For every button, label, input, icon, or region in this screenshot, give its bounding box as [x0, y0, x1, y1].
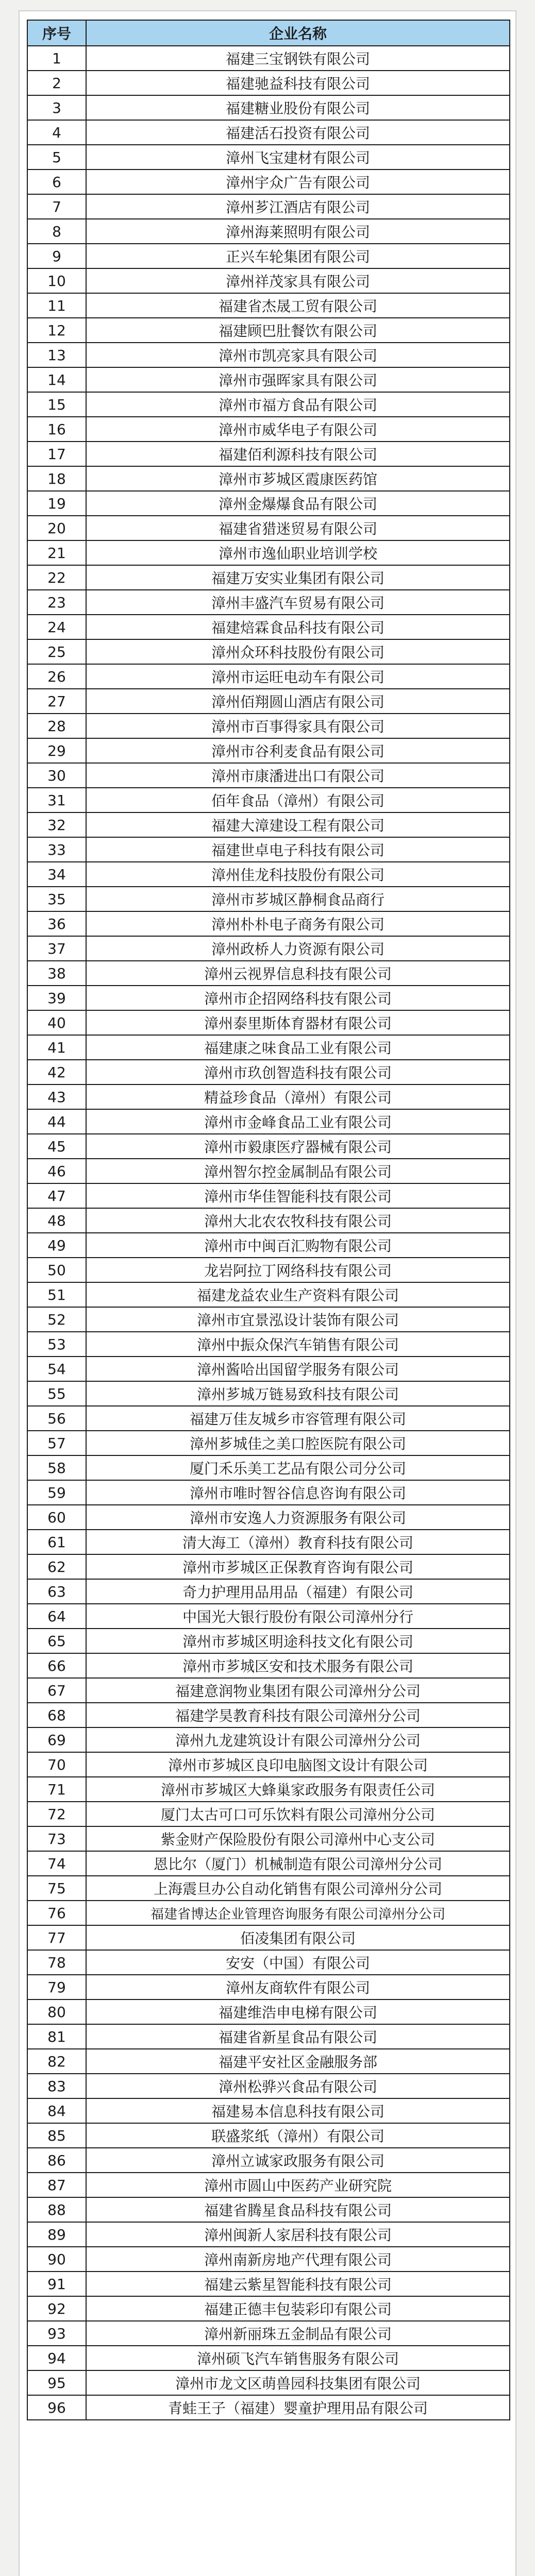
company-name: 漳州市芗城区明途科技文化有限公司: [86, 1629, 510, 1653]
row-index: 20: [27, 516, 86, 540]
company-name: 漳州市龙文区萌兽园科技集团有限公司: [86, 2370, 510, 2395]
company-name: 正兴车轮集团有限公司: [86, 244, 510, 268]
row-index: 63: [27, 1579, 86, 1604]
table-row: [27, 1307, 510, 1332]
company-name: 漳州市宜景泓设计装饰有限公司: [86, 1307, 510, 1332]
company-name: 中国光大银行股份有限公司漳州分行: [86, 1604, 510, 1629]
row-index: 95: [27, 2370, 86, 2395]
company-name: 漳州云视界信息科技有限公司: [86, 961, 510, 986]
row-index: 69: [27, 1727, 86, 1752]
row-index: 2: [27, 71, 86, 95]
row-index: 57: [27, 1431, 86, 1455]
company-name: 福建万佳友城乡市容管理有限公司: [86, 1406, 510, 1431]
row-index: 82: [27, 2049, 86, 2074]
row-index: 60: [27, 1505, 86, 1530]
row-index: 70: [27, 1752, 86, 1777]
table-row: [27, 318, 510, 343]
company-name: 漳州市企招网络科技有限公司: [86, 986, 510, 1010]
row-index: 6: [27, 170, 86, 194]
row-index: 9: [27, 244, 86, 268]
table-row: [27, 1357, 510, 1381]
row-index: 47: [27, 1183, 86, 1208]
table-row: [27, 1258, 510, 1282]
header-index: 序号: [27, 20, 86, 46]
table-row: [27, 1604, 510, 1629]
company-name: 福建省新星食品有限公司: [86, 2024, 510, 2049]
table-row: [27, 862, 510, 887]
table-row: [27, 1876, 510, 1901]
company-name: 漳州市谷利麦食品有限公司: [86, 738, 510, 763]
table-row: [27, 986, 510, 1010]
row-index: 15: [27, 392, 86, 417]
row-index: 25: [27, 639, 86, 664]
row-index: 94: [27, 2346, 86, 2370]
company-name: 厦门太古可口可乐饮料有限公司漳州分公司: [86, 1802, 510, 1826]
row-index: 92: [27, 2296, 86, 2321]
row-index: 83: [27, 2074, 86, 2098]
company-name: 漳州芗城佳之美口腔医院有限公司: [86, 1431, 510, 1455]
table-row: [27, 2148, 510, 2173]
row-index: 5: [27, 145, 86, 170]
row-index: 44: [27, 1109, 86, 1134]
company-name: 恩比尔（厦门）机械制造有限公司漳州分公司: [86, 1851, 510, 1876]
company-name: 漳州市圆山中医药产业研究院: [86, 2173, 510, 2197]
company-name: 漳州市威华电子有限公司: [86, 417, 510, 442]
row-index: 28: [27, 714, 86, 738]
company-name: 福建平安社区金融服务部: [86, 2049, 510, 2074]
row-index: 27: [27, 689, 86, 714]
row-index: 49: [27, 1233, 86, 1258]
row-index: 52: [27, 1307, 86, 1332]
company-name: 联盛浆纸（漳州）有限公司: [86, 2123, 510, 2148]
table-row: [27, 145, 510, 170]
company-name: 漳州友商软件有限公司: [86, 1975, 510, 1999]
company-name: 紫金财产保险股份有限公司漳州中心支公司: [86, 1826, 510, 1851]
company-name: 漳州市运旺电动车有限公司: [86, 664, 510, 689]
table-header-row: [27, 20, 510, 46]
table-row: [27, 2321, 510, 2346]
row-index: 26: [27, 664, 86, 689]
row-index: 85: [27, 2123, 86, 2148]
table-row: [27, 2395, 510, 2420]
company-name: 漳州市芗城区霞康医药馆: [86, 466, 510, 491]
table-row: [27, 2173, 510, 2197]
table-row: [27, 1950, 510, 1975]
table-row: [27, 664, 510, 689]
row-index: 71: [27, 1777, 86, 1802]
table-row: [27, 540, 510, 565]
table-row: [27, 491, 510, 516]
table-row: [27, 244, 510, 268]
row-index: 16: [27, 417, 86, 442]
company-name: 漳州中振众保汽车销售有限公司: [86, 1332, 510, 1357]
table-row: [27, 1999, 510, 2024]
company-name: 福建世卓电子科技有限公司: [86, 837, 510, 862]
company-name: 福建省博达企业管理咨询服务有限公司漳州分公司: [86, 1901, 510, 1925]
company-name: 漳州市唯时智谷信息咨询有限公司: [86, 1480, 510, 1505]
table-row: [27, 1208, 510, 1233]
company-name: 漳州佳龙科技股份有限公司: [86, 862, 510, 887]
table-row: [27, 516, 510, 540]
company-name: 漳州市芗城区良印电脑图文设计有限公司: [86, 1752, 510, 1777]
company-name: 漳州芗江酒店有限公司: [86, 194, 510, 219]
company-name: 福建顾巴肚餐饮有限公司: [86, 318, 510, 343]
row-index: 38: [27, 961, 86, 986]
company-name: 上海震旦办公自动化销售有限公司漳州分公司: [86, 1876, 510, 1901]
row-index: 32: [27, 812, 86, 837]
company-name: 漳州南新房地产代理有限公司: [86, 2247, 510, 2272]
row-index: 66: [27, 1653, 86, 1678]
row-index: 74: [27, 1851, 86, 1876]
row-index: 18: [27, 466, 86, 491]
table-row: [27, 1406, 510, 1431]
table-row: [27, 887, 510, 911]
company-name: 漳州新丽珠五金制品有限公司: [86, 2321, 510, 2346]
table-row: [27, 2346, 510, 2370]
row-index: 54: [27, 1357, 86, 1381]
table-row: [27, 763, 510, 788]
company-name: 龙岩阿拉丁网络科技有限公司: [86, 1258, 510, 1282]
company-name: 福建万安实业集团有限公司: [86, 565, 510, 590]
table-row: [27, 343, 510, 367]
row-index: 42: [27, 1060, 86, 1084]
company-name: 漳州九龙建筑设计有限公司漳州分公司: [86, 1727, 510, 1752]
table-row: [27, 1777, 510, 1802]
company-name: 福建三宝钢铁有限公司: [86, 46, 510, 71]
company-name: 奇力护理用品用品（福建）有限公司: [86, 1579, 510, 1604]
table-row: [27, 194, 510, 219]
company-name: 漳州市康潘进出口有限公司: [86, 763, 510, 788]
table-row: [27, 268, 510, 293]
company-name: 漳州市芗城区正保教育咨询有限公司: [86, 1554, 510, 1579]
row-index: 12: [27, 318, 86, 343]
row-index: 29: [27, 738, 86, 763]
row-index: 58: [27, 1455, 86, 1480]
company-name: 漳州金爆爆食品有限公司: [86, 491, 510, 516]
row-index: 14: [27, 367, 86, 392]
row-index: 68: [27, 1703, 86, 1727]
company-name: 漳州立诚家政服务有限公司: [86, 2148, 510, 2173]
row-index: 3: [27, 95, 86, 120]
row-index: 24: [27, 615, 86, 639]
table-row: [27, 442, 510, 466]
company-name: 漳州市百事得家具有限公司: [86, 714, 510, 738]
row-index: 39: [27, 986, 86, 1010]
company-name: 漳州祥茂家具有限公司: [86, 268, 510, 293]
row-index: 62: [27, 1554, 86, 1579]
row-index: 17: [27, 442, 86, 466]
table-row: [27, 1480, 510, 1505]
company-name: 漳州市芗城区大蜂巢家政服务有限责任公司: [86, 1777, 510, 1802]
table-row: [27, 1752, 510, 1777]
company-name: 精益珍食品（漳州）有限公司: [86, 1084, 510, 1109]
row-index: 30: [27, 763, 86, 788]
row-index: 13: [27, 343, 86, 367]
row-index: 37: [27, 936, 86, 961]
table-row: [27, 2247, 510, 2272]
row-index: 56: [27, 1406, 86, 1431]
company-name: 漳州市华佳智能科技有限公司: [86, 1183, 510, 1208]
row-index: 79: [27, 1975, 86, 1999]
row-index: 40: [27, 1010, 86, 1035]
table-row: [27, 95, 510, 120]
table-row: [27, 1901, 510, 1925]
table-row: [27, 2024, 510, 2049]
company-name: 漳州市毅康医疗器械有限公司: [86, 1134, 510, 1159]
company-name: 漳州宇众广告有限公司: [86, 170, 510, 194]
company-name: 福建龙益农业生产资料有限公司: [86, 1282, 510, 1307]
row-index: 23: [27, 590, 86, 615]
row-index: 53: [27, 1332, 86, 1357]
company-name: 漳州佰翔圆山酒店有限公司: [86, 689, 510, 714]
table-row: [27, 1381, 510, 1406]
row-index: 72: [27, 1802, 86, 1826]
table-row: [27, 1530, 510, 1554]
row-index: 76: [27, 1901, 86, 1925]
row-index: 45: [27, 1134, 86, 1159]
company-name: 漳州市安逸人力资源服务有限公司: [86, 1505, 510, 1530]
company-name: 漳州硕飞汽车销售服务有限公司: [86, 2346, 510, 2370]
table-row: [27, 1233, 510, 1258]
row-index: 36: [27, 911, 86, 936]
table-row: [27, 2049, 510, 2074]
table-row: [27, 2074, 510, 2098]
table-row: [27, 2370, 510, 2395]
table-row: [27, 936, 510, 961]
row-index: 78: [27, 1950, 86, 1975]
row-index: 64: [27, 1604, 86, 1629]
company-name: 佰凌集团有限公司: [86, 1925, 510, 1950]
table-row: [27, 590, 510, 615]
row-index: 93: [27, 2321, 86, 2346]
row-index: 10: [27, 268, 86, 293]
table-row: [27, 1554, 510, 1579]
company-name: 漳州大北农农牧科技有限公司: [86, 1208, 510, 1233]
table-row: [27, 367, 510, 392]
company-name: 福建糖业股份有限公司: [86, 95, 510, 120]
table-row: [27, 1653, 510, 1678]
table-row: [27, 639, 510, 664]
table-row: [27, 615, 510, 639]
row-index: 84: [27, 2098, 86, 2123]
row-index: 61: [27, 1530, 86, 1554]
row-index: 65: [27, 1629, 86, 1653]
row-index: 19: [27, 491, 86, 516]
table-row: [27, 911, 510, 936]
row-index: 77: [27, 1925, 86, 1950]
row-index: 73: [27, 1826, 86, 1851]
table-row: [27, 1455, 510, 1480]
row-index: 50: [27, 1258, 86, 1282]
company-name: 漳州众环科技股份有限公司: [86, 639, 510, 664]
table-row: [27, 1060, 510, 1084]
row-index: 75: [27, 1876, 86, 1901]
table-row: [27, 565, 510, 590]
table-row: [27, 392, 510, 417]
row-index: 34: [27, 862, 86, 887]
table-row: [27, 1431, 510, 1455]
company-name: 福建云紫星智能科技有限公司: [86, 2272, 510, 2296]
table-row: [27, 2296, 510, 2321]
table-row: [27, 1678, 510, 1703]
table-row: [27, 2222, 510, 2247]
company-name: 漳州市强晖家具有限公司: [86, 367, 510, 392]
company-name: 厦门禾乐美工艺品有限公司分公司: [86, 1455, 510, 1480]
table-row: [27, 466, 510, 491]
company-name: 漳州市芗城区安和技术服务有限公司: [86, 1653, 510, 1678]
company-name: 福建驰益科技有限公司: [86, 71, 510, 95]
table-row: [27, 1826, 510, 1851]
row-index: 41: [27, 1035, 86, 1060]
table-row: [27, 120, 510, 145]
row-index: 31: [27, 788, 86, 812]
table-row: [27, 837, 510, 862]
row-index: 88: [27, 2197, 86, 2222]
table-row: [27, 46, 510, 71]
table-row: [27, 1035, 510, 1060]
table-row: [27, 1505, 510, 1530]
company-name: 漳州市金峰食品工业有限公司: [86, 1109, 510, 1134]
company-name: 漳州丰盛汽车贸易有限公司: [86, 590, 510, 615]
company-name: 福建焙霖食品科技有限公司: [86, 615, 510, 639]
company-name: 佰年食品（漳州）有限公司: [86, 788, 510, 812]
company-name: 福建康之味食品工业有限公司: [86, 1035, 510, 1060]
table-row: [27, 1332, 510, 1357]
company-name: 漳州政桥人力资源有限公司: [86, 936, 510, 961]
table-row: [27, 1629, 510, 1653]
company-name: 清大海工（漳州）教育科技有限公司: [86, 1530, 510, 1554]
company-name: 漳州松骅兴食品有限公司: [86, 2074, 510, 2098]
company-name: 福建大漳建设工程有限公司: [86, 812, 510, 837]
row-index: 96: [27, 2395, 86, 2420]
table-row: [27, 812, 510, 837]
row-index: 21: [27, 540, 86, 565]
table-row: [27, 1925, 510, 1950]
company-name: 福建省猎迷贸易有限公司: [86, 516, 510, 540]
company-name: 福建意润物业集团有限公司漳州分公司: [86, 1678, 510, 1703]
row-index: 46: [27, 1159, 86, 1183]
company-name: 福建省腾星食品科技有限公司: [86, 2197, 510, 2222]
table-row: [27, 2197, 510, 2222]
table-row: [27, 1159, 510, 1183]
company-name: 漳州市福方食品有限公司: [86, 392, 510, 417]
row-index: 4: [27, 120, 86, 145]
company-name: 福建活石投资有限公司: [86, 120, 510, 145]
company-name: 青蛙王子（福建）婴童护理用品有限公司: [86, 2395, 510, 2420]
company-name: 漳州飞宝建材有限公司: [86, 145, 510, 170]
table-row: [27, 1579, 510, 1604]
table-row: [27, 417, 510, 442]
row-index: 11: [27, 293, 86, 318]
row-index: 22: [27, 565, 86, 590]
table-row: [27, 1703, 510, 1727]
row-index: 35: [27, 887, 86, 911]
row-index: 80: [27, 1999, 86, 2024]
document-frame: [19, 10, 516, 2576]
company-name: 安安（中国）有限公司: [86, 1950, 510, 1975]
table-row: [27, 219, 510, 244]
row-index: 51: [27, 1282, 86, 1307]
table-row: [27, 2098, 510, 2123]
row-index: 91: [27, 2272, 86, 2296]
row-index: 90: [27, 2247, 86, 2272]
company-name: 福建正德丰包装彩印有限公司: [86, 2296, 510, 2321]
table-row: [27, 788, 510, 812]
table-body: [27, 46, 510, 2420]
row-index: 1: [27, 46, 86, 71]
row-index: 67: [27, 1678, 86, 1703]
row-index: 55: [27, 1381, 86, 1406]
table-row: [27, 1975, 510, 1999]
row-index: 86: [27, 2148, 86, 2173]
company-name: 福建佰利源科技有限公司: [86, 442, 510, 466]
row-index: 33: [27, 837, 86, 862]
table-row: [27, 1727, 510, 1752]
row-index: 87: [27, 2173, 86, 2197]
table-row: [27, 961, 510, 986]
company-name: 漳州闽新人家居科技有限公司: [86, 2222, 510, 2247]
company-name: 福建易本信息科技有限公司: [86, 2098, 510, 2123]
row-index: 48: [27, 1208, 86, 1233]
row-index: 8: [27, 219, 86, 244]
row-index: 81: [27, 2024, 86, 2049]
table-row: [27, 2272, 510, 2296]
table-row: [27, 71, 510, 95]
table-row: [27, 714, 510, 738]
table-row: [27, 1010, 510, 1035]
table-row: [27, 1851, 510, 1876]
row-index: 59: [27, 1480, 86, 1505]
company-table: [27, 20, 510, 2420]
table-row: [27, 2123, 510, 2148]
company-name: 漳州市芗城区静桐食品商行: [86, 887, 510, 911]
company-name: 漳州市中闽百汇购物有限公司: [86, 1233, 510, 1258]
row-index: 7: [27, 194, 86, 219]
table-row: [27, 1282, 510, 1307]
company-name: 漳州泰里斯体育器材有限公司: [86, 1010, 510, 1035]
row-index: 43: [27, 1084, 86, 1109]
table-row: [27, 170, 510, 194]
table-row: [27, 1084, 510, 1109]
row-index: 89: [27, 2222, 86, 2247]
company-name: 漳州市凯亮家具有限公司: [86, 343, 510, 367]
table-row: [27, 1109, 510, 1134]
company-name: 漳州朴朴电子商务有限公司: [86, 911, 510, 936]
company-name: 漳州芗城万链易致科技有限公司: [86, 1381, 510, 1406]
company-name: 福建省杰晟工贸有限公司: [86, 293, 510, 318]
table-row: [27, 738, 510, 763]
header-company-name: 企业名称: [86, 20, 510, 46]
table-row: [27, 293, 510, 318]
company-name: 漳州酱哈出国留学服务有限公司: [86, 1357, 510, 1381]
company-name: 漳州市玖创智造科技有限公司: [86, 1060, 510, 1084]
company-name: 漳州市逸仙职业培训学校: [86, 540, 510, 565]
table-row: [27, 1183, 510, 1208]
company-name: 福建维浩申电梯有限公司: [86, 1999, 510, 2024]
company-name: 漳州智尔控金属制品有限公司: [86, 1159, 510, 1183]
table-row: [27, 689, 510, 714]
company-name: 漳州海莱照明有限公司: [86, 219, 510, 244]
company-name: 福建学昊教育科技有限公司漳州分公司: [86, 1703, 510, 1727]
table-row: [27, 1134, 510, 1159]
table-row: [27, 1802, 510, 1826]
